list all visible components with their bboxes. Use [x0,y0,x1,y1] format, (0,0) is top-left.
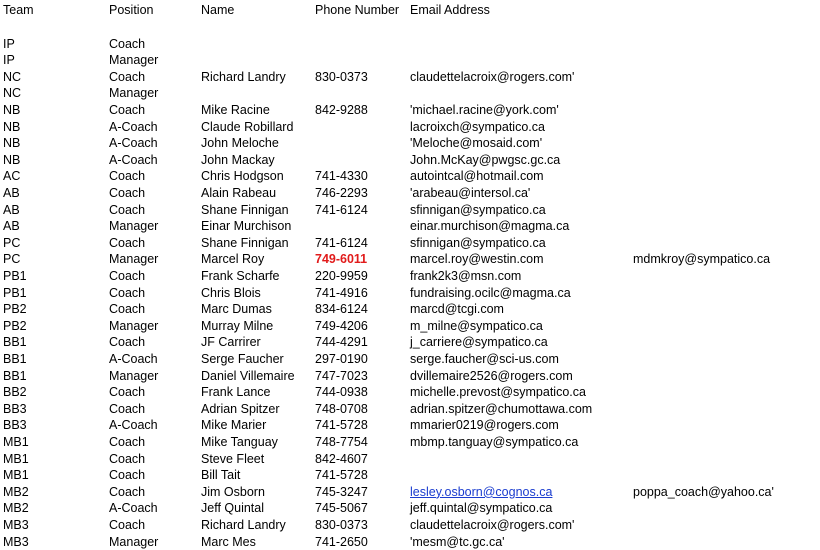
team-cell: NB [3,152,21,167]
name-cell: Mike Tanguay [201,434,278,449]
team-cell: BB3 [3,401,27,416]
team-cell: IP [3,53,15,68]
name-cell: Chris Hodgson [201,169,284,184]
position-cell: Coach [109,451,146,466]
phone-cell: 220-9959 [315,268,368,283]
team-cell: MB1 [3,451,29,466]
table-row [0,69,820,86]
name-cell: Adrian Spitzer [201,401,280,416]
email-cell: mmarier0219@rogers.com [410,418,559,433]
table-row [0,417,820,434]
email-cell: mbmp.tanguay@sympatico.ca [410,434,579,449]
position-cell: Coach [109,385,146,400]
position-cell: Coach [109,302,146,317]
team-cell: PC [3,235,21,250]
table-row [0,102,820,119]
name-cell: Mike Racine [201,102,270,117]
team-cell: AC [3,169,21,184]
email-cell: claudettelacroix@rogers.com' [410,517,575,532]
name-cell: Chris Blois [201,285,261,300]
team-cell: PC [3,252,21,267]
email-cell: jeff.quintal@sympatico.ca [410,501,553,516]
phone-cell: 842-9288 [315,102,368,117]
email-cell: frank2k3@msn.com [410,268,522,283]
email-cell: fundraising.ocilc@magma.ca [410,285,571,300]
table-row [0,534,820,550]
phone-cell: 745-3247 [315,484,368,499]
email-cell: j_carriere@sympatico.ca [410,335,548,350]
email2-cell: mdmkroy@sympatico.ca [633,252,771,267]
team-cell: NB [3,136,21,151]
table-row [0,251,820,268]
phone-cell: 830-0373 [315,69,368,84]
team-cell: BB2 [3,385,27,400]
position-cell: A-Coach [109,418,158,433]
position-cell: Coach [109,202,146,217]
name-cell: Einar Murchison [201,219,292,234]
name-cell: John Meloche [201,136,279,151]
position-cell: Manager [109,318,159,333]
position-cell: Coach [109,401,146,416]
email-cell: michelle.prevost@sympatico.ca [410,385,586,400]
phone-cell: 749-4206 [315,318,368,333]
team-cell: PB2 [3,302,27,317]
name-cell: Shane Finnigan [201,202,289,217]
table-row [0,85,820,102]
position-cell: Coach [109,434,146,449]
table-row [0,152,820,169]
table-row [0,351,820,368]
email-cell: einar.murchison@magma.ca [410,219,570,234]
name-cell: Claude Robillard [201,119,294,134]
table-row [0,135,820,152]
name-cell: Jim Osborn [201,484,265,499]
table-row [0,235,820,252]
phone-cell: 744-0938 [315,385,368,400]
table-row [0,368,820,385]
header-team: Team [3,3,34,17]
team-cell: NC [3,86,22,101]
table-row [0,268,820,285]
position-cell: Manager [109,252,159,267]
table-row [0,384,820,401]
name-cell: Daniel Villemaire [201,368,295,383]
table-row [0,168,820,185]
table-row [0,119,820,136]
email-cell: dvillemaire2526@rogers.com [410,368,573,383]
position-cell: Manager [109,368,159,383]
phone-cell: 741-2650 [315,534,368,549]
table-row [0,334,820,351]
name-cell: Richard Landry [201,69,286,84]
phone-cell: 745-5067 [315,501,368,516]
phone-cell: 834-6124 [315,302,368,317]
name-cell: Steve Fleet [201,451,265,466]
table-row [0,36,820,53]
name-cell: Marc Dumas [201,302,272,317]
position-cell: Coach [109,468,146,483]
position-cell: Coach [109,235,146,250]
position-cell: A-Coach [109,152,158,167]
name-cell: Marc Mes [201,534,256,549]
position-cell: A-Coach [109,136,158,151]
table-row [0,434,820,451]
name-cell: JF Carrirer [201,335,261,350]
table-row [0,202,820,219]
name-cell: Shane Finnigan [201,235,289,250]
name-cell: Mike Marier [201,418,267,433]
email-cell: lacroixch@sympatico.ca [410,119,545,134]
name-cell: Richard Landry [201,517,286,532]
position-cell: A-Coach [109,351,158,366]
position-cell: Coach [109,102,146,117]
phone-cell: 744-4291 [315,335,368,350]
team-cell: NB [3,102,21,117]
team-cell: NC [3,69,22,84]
table-row [0,285,820,302]
email-cell: marcd@tcgi.com [410,302,504,317]
position-cell: Manager [109,53,159,68]
team-cell: MB2 [3,501,29,516]
team-cell: IP [3,36,15,51]
team-cell: MB3 [3,517,29,532]
email-cell: marcel.roy@westin.com [410,252,544,267]
team-cell: BB3 [3,418,27,433]
email-cell: sfinnigan@sympatico.ca [410,202,546,217]
team-cell: PB1 [3,285,27,300]
position-cell: Coach [109,517,146,532]
phone-cell: 741-5728 [315,468,368,483]
header-position: Position [109,3,154,17]
team-cell: AB [3,185,20,200]
phone-cell: 741-5728 [315,418,368,433]
header-email: Email Address [410,3,490,17]
table-row [0,451,820,468]
email-cell: adrian.spitzer@chumottawa.com [410,401,593,416]
team-cell: PB2 [3,318,27,333]
position-cell: Coach [109,335,146,350]
position-cell: A-Coach [109,119,158,134]
phone-cell: 741-6124 [315,202,368,217]
email-cell: 'arabeau@intersol.ca' [410,185,531,200]
position-cell: Coach [109,36,146,51]
name-cell: Alain Rabeau [201,185,277,200]
email-cell: claudettelacroix@rogers.com' [410,69,575,84]
email-cell: 'mesm@tc.gc.ca' [410,534,505,549]
phone-cell: 746-2293 [315,185,368,200]
position-cell: Manager [109,534,159,549]
table-row [0,401,820,418]
name-cell: Murray Milne [201,318,274,333]
table-row [0,301,820,318]
position-cell: Coach [109,285,146,300]
email-cell: John.McKay@pwgsc.gc.ca [410,152,561,167]
position-cell: Coach [109,169,146,184]
phone-cell: 748-7754 [315,434,368,449]
phone-cell: 842-4607 [315,451,368,466]
email-cell: m_milne@sympatico.ca [410,318,543,333]
team-cell: AB [3,202,20,217]
team-cell: MB1 [3,468,29,483]
table-row [0,517,820,534]
table-row [0,218,820,235]
team-cell: PB1 [3,268,27,283]
team-cell: NB [3,119,21,134]
position-cell: Coach [109,484,146,499]
team-cell: BB1 [3,368,27,383]
team-cell: MB1 [3,434,29,449]
team-cell: BB1 [3,335,27,350]
header-name: Name [201,3,235,17]
name-cell: Frank Lance [201,385,271,400]
position-cell: Manager [109,86,159,101]
table-row [0,500,820,517]
phone-cell: 297-0190 [315,351,368,366]
email-link[interactable]: lesley.osborn@cognos.ca [410,484,553,499]
team-cell: BB1 [3,351,27,366]
name-cell: Jeff Quintal [201,501,265,516]
phone-cell: 830-0373 [315,517,368,532]
position-cell: Coach [109,69,146,84]
name-cell: Serge Faucher [201,351,284,366]
email-cell: sfinnigan@sympatico.ca [410,235,546,250]
table-row [0,467,820,484]
email-cell: serge.faucher@sci-us.com [410,351,559,366]
table-row [0,52,820,69]
table-row [0,484,820,501]
position-cell: A-Coach [109,501,158,516]
name-cell: Bill Tait [201,468,241,483]
position-cell: Coach [109,185,146,200]
team-cell: AB [3,219,20,234]
email-cell: 'michael.racine@york.com' [410,102,559,117]
phone-cell: 749-6011 [315,252,368,267]
team-cell: MB2 [3,484,29,499]
email2-cell: poppa_coach@yahoo.ca' [633,484,774,499]
phone-cell: 741-6124 [315,235,368,250]
phone-cell: 748-0708 [315,401,368,416]
header-phone: Phone Number [315,3,400,17]
name-cell: John Mackay [201,152,275,167]
table-row [0,318,820,335]
email-cell: autointcal@hotmail.com [410,169,544,184]
email-cell: 'Meloche@mosaid.com' [410,136,543,151]
table-row [0,185,820,202]
name-cell: Marcel Roy [201,252,265,267]
position-cell: Coach [109,268,146,283]
phone-cell: 747-7023 [315,368,368,383]
team-cell: MB3 [3,534,29,549]
position-cell: Manager [109,219,159,234]
phone-cell: 741-4330 [315,169,368,184]
phone-cell: 741-4916 [315,285,368,300]
name-cell: Frank Scharfe [201,268,280,283]
